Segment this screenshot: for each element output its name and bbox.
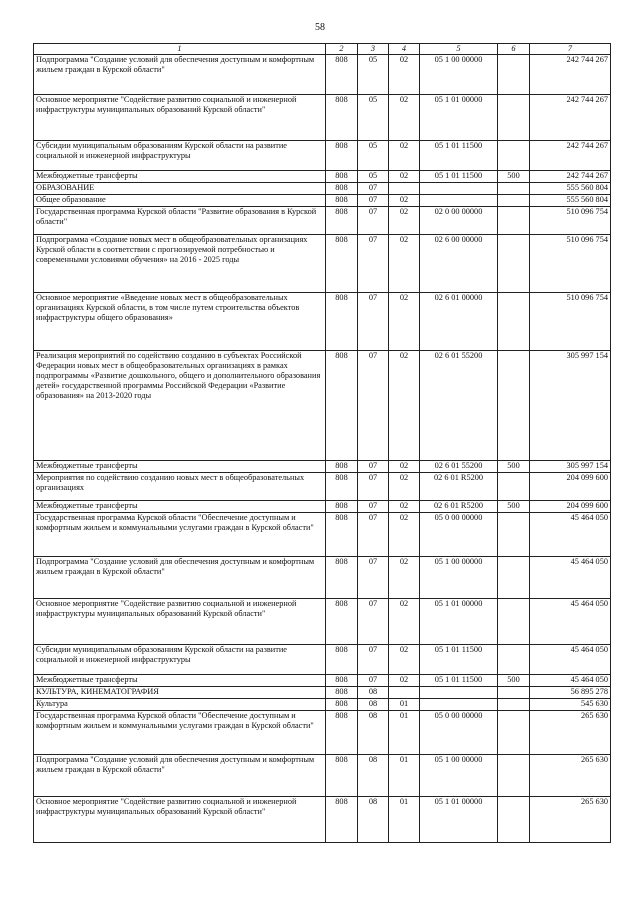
amount: 305 997 154: [530, 351, 611, 461]
code-section: 07: [358, 235, 389, 293]
code-subsection: 02: [389, 207, 420, 235]
table-row: [34, 711, 611, 755]
code-ministry: 808: [326, 207, 358, 235]
code-subsection: 02: [389, 55, 420, 95]
item-name: ОБРАЗОВАНИЕ: [34, 183, 326, 195]
amount: 265 630: [530, 797, 611, 843]
table-row: [34, 513, 611, 557]
code-target: 05 1 00 00000: [420, 55, 498, 95]
amount: 45 464 050: [530, 599, 611, 645]
code-target: 02 6 01 00000: [420, 293, 498, 351]
code-section: 05: [358, 55, 389, 95]
code-ministry: 808: [326, 513, 358, 557]
budget-table: [33, 43, 611, 843]
code-expense-type: [498, 755, 530, 797]
code-subsection: [389, 183, 420, 195]
code-subsection: 01: [389, 755, 420, 797]
col-header: 4: [389, 44, 420, 55]
code-expense-type: [498, 95, 530, 141]
code-target: 02 6 00 00000: [420, 235, 498, 293]
amount: 45 464 050: [530, 557, 611, 599]
code-section: 07: [358, 557, 389, 599]
code-ministry: 808: [326, 645, 358, 675]
code-subsection: 02: [389, 645, 420, 675]
table-row: [34, 195, 611, 207]
code-ministry: 808: [326, 461, 358, 473]
code-subsection: 02: [389, 171, 420, 183]
code-section: 07: [358, 183, 389, 195]
code-subsection: 02: [389, 513, 420, 557]
code-ministry: 808: [326, 599, 358, 645]
code-subsection: 02: [389, 95, 420, 141]
code-subsection: 02: [389, 461, 420, 473]
code-target: 02 0 00 00000: [420, 207, 498, 235]
code-ministry: 808: [326, 699, 358, 711]
code-expense-type: [498, 711, 530, 755]
code-expense-type: 500: [498, 461, 530, 473]
table-row: [34, 599, 611, 645]
col-header: 3: [358, 44, 389, 55]
amount: 305 997 154: [530, 461, 611, 473]
code-subsection: 01: [389, 699, 420, 711]
item-name: Подпрограмма "Создание условий для обеспечения доступным и комфортным жильем граждан в Курской области": [34, 557, 326, 599]
code-expense-type: 500: [498, 501, 530, 513]
code-subsection: 02: [389, 675, 420, 687]
amount: 242 744 267: [530, 171, 611, 183]
item-name: Межбюджетные трансферты: [34, 171, 326, 183]
code-ministry: 808: [326, 55, 358, 95]
code-ministry: 808: [326, 351, 358, 461]
item-name: КУЛЬТУРА, КИНЕМАТОГРАФИЯ: [34, 687, 326, 699]
amount: 242 744 267: [530, 95, 611, 141]
code-expense-type: [498, 183, 530, 195]
table-row: [34, 557, 611, 599]
amount: 45 464 050: [530, 513, 611, 557]
code-expense-type: 500: [498, 171, 530, 183]
code-expense-type: [498, 797, 530, 843]
code-target: 02 6 01 55200: [420, 461, 498, 473]
item-name: Подпрограмма "Создание условий для обеспечения доступным и комфортным жильем граждан в Курской области": [34, 755, 326, 797]
code-section: 07: [358, 293, 389, 351]
col-header: 7: [530, 44, 611, 55]
code-expense-type: [498, 645, 530, 675]
table-row: [34, 141, 611, 171]
amount: 242 744 267: [530, 141, 611, 171]
code-subsection: 02: [389, 195, 420, 207]
code-section: 08: [358, 797, 389, 843]
table-row: [34, 235, 611, 293]
item-name: Основное мероприятие "Содействие развитию социальной и инженерной инфраструктуры муниципальных образований Курской области": [34, 797, 326, 843]
item-name: Межбюджетные трансферты: [34, 461, 326, 473]
code-target: [420, 699, 498, 711]
code-section: 07: [358, 599, 389, 645]
code-target: 05 1 00 00000: [420, 755, 498, 797]
item-name: Основное мероприятие "Содействие развитию социальной и инженерной инфраструктуры муниципальных образований Курской области": [34, 599, 326, 645]
item-name: Общее образование: [34, 195, 326, 207]
code-section: 07: [358, 675, 389, 687]
table-row: [34, 797, 611, 843]
item-name: Подпрограмма "Создание условий для обеспечения доступным и комфортным жильем граждан в Курской области": [34, 55, 326, 95]
amount: 45 464 050: [530, 675, 611, 687]
code-expense-type: [498, 687, 530, 699]
col-header: 5: [420, 44, 498, 55]
item-name: Культура: [34, 699, 326, 711]
code-expense-type: [498, 513, 530, 557]
amount: 56 895 278: [530, 687, 611, 699]
item-name: Государственная программа Курской области "Обеспечение доступным и комфортным жильем и коммунальными услугами граждан в Курской области": [34, 513, 326, 557]
code-section: 07: [358, 513, 389, 557]
code-subsection: 01: [389, 711, 420, 755]
code-expense-type: [498, 351, 530, 461]
code-subsection: 02: [389, 235, 420, 293]
col-header: 6: [498, 44, 530, 55]
code-section: 07: [358, 473, 389, 501]
code-section: 05: [358, 171, 389, 183]
code-target: 05 1 01 11500: [420, 171, 498, 183]
item-name: Подпрограмма «Создание новых мест в общеобразовательных организациях Курской области в соответствии с прогнозируемой потребностью и современными условиями обучения» на 2016 - 2025 годы: [34, 235, 326, 293]
code-section: 08: [358, 699, 389, 711]
item-name: Государственная программа Курской области "Развитие образования в Курской области": [34, 207, 326, 235]
item-name: Межбюджетные трансферты: [34, 501, 326, 513]
code-subsection: 01: [389, 797, 420, 843]
code-section: 07: [358, 461, 389, 473]
code-expense-type: 500: [498, 675, 530, 687]
item-name: Субсидии муниципальным образованиям Курской области на развитие социальной и инженерной инфраструктуры: [34, 141, 326, 171]
table-row: [34, 351, 611, 461]
code-subsection: 02: [389, 293, 420, 351]
amount: 555 560 804: [530, 195, 611, 207]
table-row: [34, 207, 611, 235]
code-expense-type: [498, 195, 530, 207]
code-ministry: 808: [326, 293, 358, 351]
item-name: Реализация мероприятий по содействию созданию в субъектах Российской Федерации новых мест в общеобразовательных организациях в рамках подпрограммы «Развитие дошкольного, общего и дополнительного образования детей» государственной программы Российской Федерации «Развитие образования» на 2013-2020 годы: [34, 351, 326, 461]
code-target: [420, 687, 498, 699]
code-target: 05 1 01 00000: [420, 599, 498, 645]
amount: 510 096 754: [530, 207, 611, 235]
col-header: 2: [326, 44, 358, 55]
code-ministry: 808: [326, 675, 358, 687]
item-name: Мероприятия по содействию созданию новых мест в общеобразовательных организациях: [34, 473, 326, 501]
amount: 545 630: [530, 699, 611, 711]
code-subsection: 02: [389, 141, 420, 171]
code-target: 05 0 00 00000: [420, 711, 498, 755]
amount: 555 560 804: [530, 183, 611, 195]
table-row: [34, 687, 611, 699]
code-expense-type: [498, 473, 530, 501]
code-ministry: 808: [326, 141, 358, 171]
code-section: 08: [358, 711, 389, 755]
code-expense-type: [498, 293, 530, 351]
code-expense-type: [498, 141, 530, 171]
code-ministry: 808: [326, 557, 358, 599]
code-expense-type: [498, 699, 530, 711]
code-section: 08: [358, 755, 389, 797]
code-target: [420, 183, 498, 195]
item-name: Межбюджетные трансферты: [34, 675, 326, 687]
code-target: 02 6 01 55200: [420, 351, 498, 461]
amount: 510 096 754: [530, 293, 611, 351]
code-target: 05 1 01 00000: [420, 95, 498, 141]
code-ministry: 808: [326, 755, 358, 797]
table-row: [34, 501, 611, 513]
code-subsection: 02: [389, 557, 420, 599]
code-section: 07: [358, 195, 389, 207]
code-ministry: 808: [326, 473, 358, 501]
code-target: 05 1 01 11500: [420, 675, 498, 687]
code-target: [420, 195, 498, 207]
table-row: [34, 699, 611, 711]
table-row: [34, 55, 611, 95]
code-ministry: 808: [326, 501, 358, 513]
amount: 265 630: [530, 711, 611, 755]
header-row: [34, 44, 611, 55]
code-subsection: [389, 687, 420, 699]
code-section: 07: [358, 501, 389, 513]
col-header: 1: [34, 44, 326, 55]
page-number: 58: [315, 22, 325, 33]
code-target: 02 6 01 R5200: [420, 473, 498, 501]
amount: 204 099 600: [530, 501, 611, 513]
code-section: 07: [358, 207, 389, 235]
code-ministry: 808: [326, 235, 358, 293]
table-row: [34, 675, 611, 687]
code-ministry: 808: [326, 171, 358, 183]
code-section: 08: [358, 687, 389, 699]
amount: 242 744 267: [530, 55, 611, 95]
item-name: Субсидии муниципальным образованиям Курской области на развитие социальной и инженерной инфраструктуры: [34, 645, 326, 675]
amount: 204 099 600: [530, 473, 611, 501]
code-ministry: 808: [326, 183, 358, 195]
code-section: 05: [358, 141, 389, 171]
item-name: Государственная программа Курской области "Обеспечение доступным и комфортным жильем и коммунальными услугами граждан в Курской области": [34, 711, 326, 755]
table-row: [34, 645, 611, 675]
code-target: 05 1 01 11500: [420, 141, 498, 171]
code-subsection: 02: [389, 599, 420, 645]
table-row: [34, 171, 611, 183]
item-name: Основное мероприятие «Введение новых мест в общеобразовательных организациях Курской области, в том числе путем строительства объектов инфраструктуры общего образования»: [34, 293, 326, 351]
table-row: [34, 461, 611, 473]
code-section: 07: [358, 351, 389, 461]
code-ministry: 808: [326, 687, 358, 699]
code-subsection: 02: [389, 351, 420, 461]
code-section: 05: [358, 95, 389, 141]
code-expense-type: [498, 235, 530, 293]
table-row: [34, 95, 611, 141]
code-subsection: 02: [389, 501, 420, 513]
code-ministry: 808: [326, 797, 358, 843]
code-target: 05 0 00 00000: [420, 513, 498, 557]
table-row: [34, 293, 611, 351]
code-expense-type: [498, 599, 530, 645]
table-row: [34, 755, 611, 797]
table-row: [34, 473, 611, 501]
item-name: Основное мероприятие "Содействие развитию социальной и инженерной инфраструктуры муниципальных образований Курской области": [34, 95, 326, 141]
code-target: 05 1 00 00000: [420, 557, 498, 599]
code-ministry: 808: [326, 95, 358, 141]
code-ministry: 808: [326, 711, 358, 755]
code-expense-type: [498, 55, 530, 95]
table-row: [34, 183, 611, 195]
code-ministry: 808: [326, 195, 358, 207]
code-target: 02 6 01 R5200: [420, 501, 498, 513]
amount: 510 096 754: [530, 235, 611, 293]
code-section: 07: [358, 645, 389, 675]
code-subsection: 02: [389, 473, 420, 501]
code-expense-type: [498, 207, 530, 235]
amount: 265 630: [530, 755, 611, 797]
code-target: 05 1 01 11500: [420, 645, 498, 675]
amount: 45 464 050: [530, 645, 611, 675]
code-target: 05 1 01 00000: [420, 797, 498, 843]
code-expense-type: [498, 557, 530, 599]
